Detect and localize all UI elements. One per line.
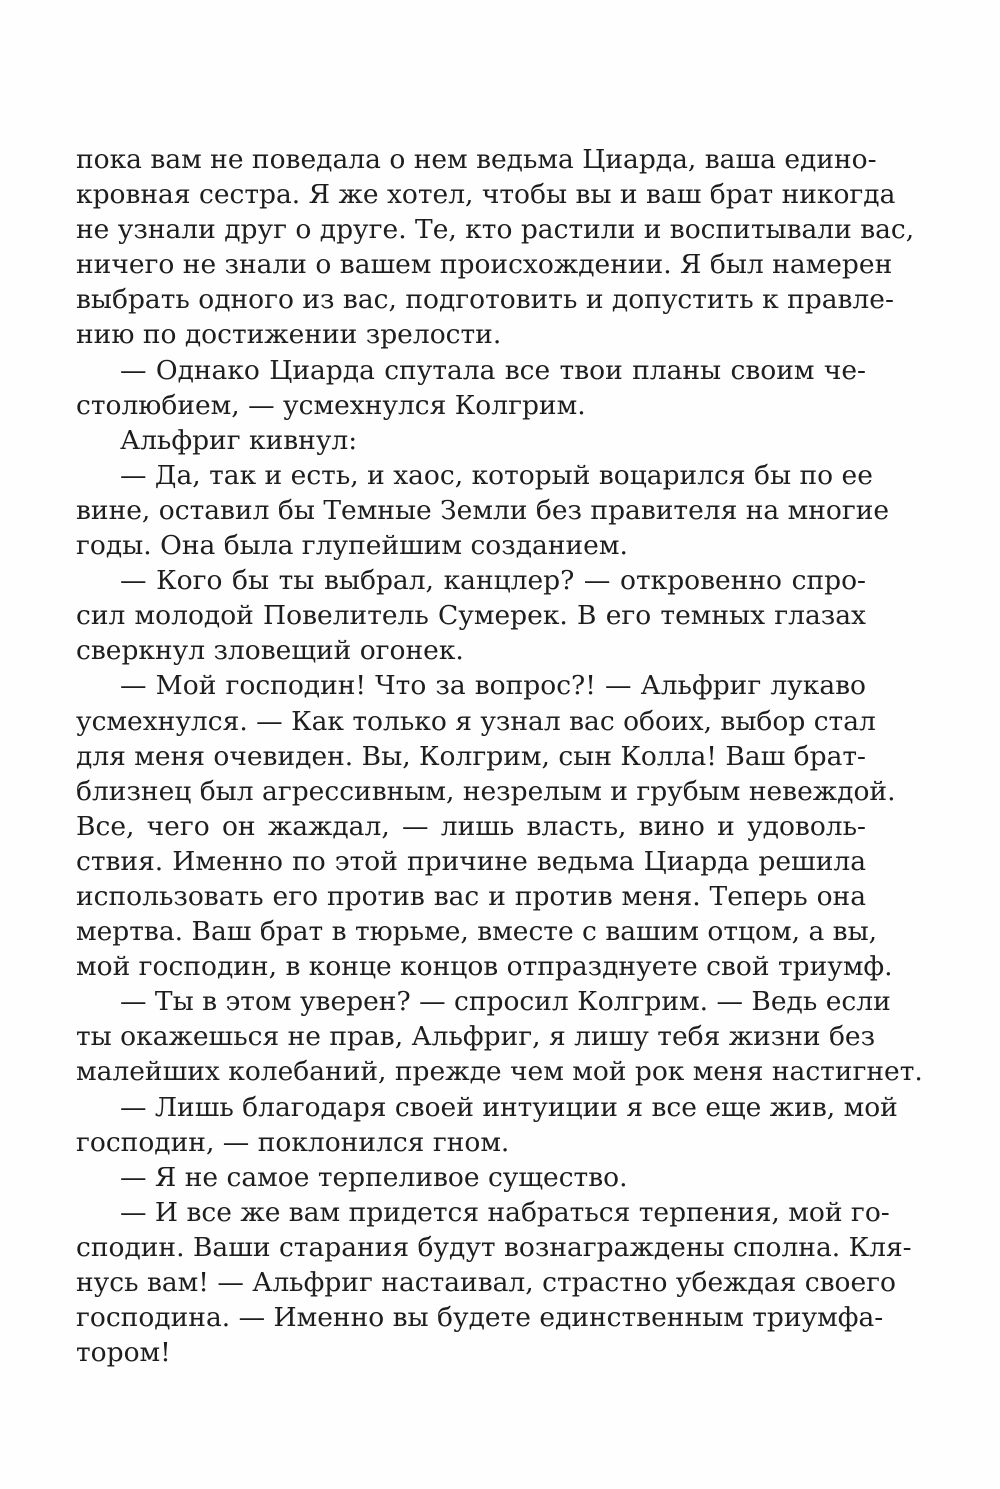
text-line: ствия. Именно по этой причине ведьма Циарда решила [76, 845, 866, 877]
text-line: Все, чего он жаждал, — лишь власть, вино и удоволь- [76, 810, 866, 842]
text-line: выбрать одного из вас, подготовить и допустить к правле- [76, 284, 894, 316]
text-line: сверкнул зловещий огонек. [76, 635, 464, 667]
text-line: тором! [76, 1337, 171, 1369]
text-line: — Я не самое терпеливое существо. [120, 1161, 628, 1193]
text-line: сподин. Ваши старания будут вознаграждены сполна. Кля- [76, 1231, 912, 1263]
text-line: — Лишь благодаря своей интуиции я все еще жив, мой [120, 1091, 898, 1123]
text-line: столюбием, — усмехнулся Колгрим. [76, 389, 586, 421]
text-line: нусь вам! — Альфриг настаивал, страстно убеждая своего [76, 1267, 897, 1298]
text-line: — Да, так и есть, и хаос, который воцарился бы по ее [120, 459, 873, 491]
text-line: использовать его против вас и против меня. Теперь она [76, 880, 866, 912]
text-line: господин, — поклонился гном. [76, 1126, 510, 1158]
text-line: усмехнулся. — Как только я узнал вас обоих, выбор стал [76, 705, 876, 737]
text-line: вине, оставил бы Темные Земли без правителя на многие [76, 494, 890, 526]
text-line: малейших колебаний, прежде чем мой рок меня настигнет. [76, 1056, 923, 1088]
text-line: кровная сестра. Я же хотел, чтобы вы и ваш брат никогда [76, 179, 896, 211]
text-line: — И все же вам придется набраться терпения, мой го- [120, 1196, 890, 1228]
text-line: годы. Она была глупейшим созданием. [76, 530, 628, 562]
page-text [76, 142, 923, 1370]
text-line: — Кого бы ты выбрал, канцлер? — откровенно спро- [120, 565, 866, 597]
text-line: — Ты в этом уверен? — спросил Колгрим. — Ведь если [120, 986, 891, 1018]
text-line: ты окажешься не прав, Альфриг, я лишу тебя жизни без [76, 1021, 876, 1053]
text-line: мой господин, в конце концов отпразднуете свой триумф. [76, 951, 893, 983]
text-line: близнец был агрессивным, незрелым и грубым невеждой. [76, 775, 896, 807]
text-line: Альфриг кивнул: [120, 424, 358, 456]
text-line: — Мой господин! Что за вопрос?! — Альфриг лукаво [120, 670, 866, 702]
text-line: нию по достижении зрелости. [76, 319, 502, 351]
text-line: господина. — Именно вы будете единственным триумфа- [76, 1302, 884, 1334]
text-line: ничего не знали о вашем происхождении. Я был намерен [76, 249, 893, 281]
text-line: — Однако Циарда спутала все твои планы своим че- [120, 354, 866, 386]
text-line: не узнали друг о друге. Те, кто растили и воспитывали вас, [76, 214, 915, 246]
text-line: пока вам не поведала о нем ведьма Циарда, ваша едино- [76, 144, 877, 175]
text-line: сил молодой Повелитель Сумерек. В его темных глазах [76, 600, 866, 632]
text-line: для меня очевиден. Вы, Колгрим, сын Колла! Ваш брат- [76, 740, 867, 772]
text-line: мертва. Ваш брат в тюрьме, вместе с вашим отцом, а вы, [76, 916, 878, 948]
